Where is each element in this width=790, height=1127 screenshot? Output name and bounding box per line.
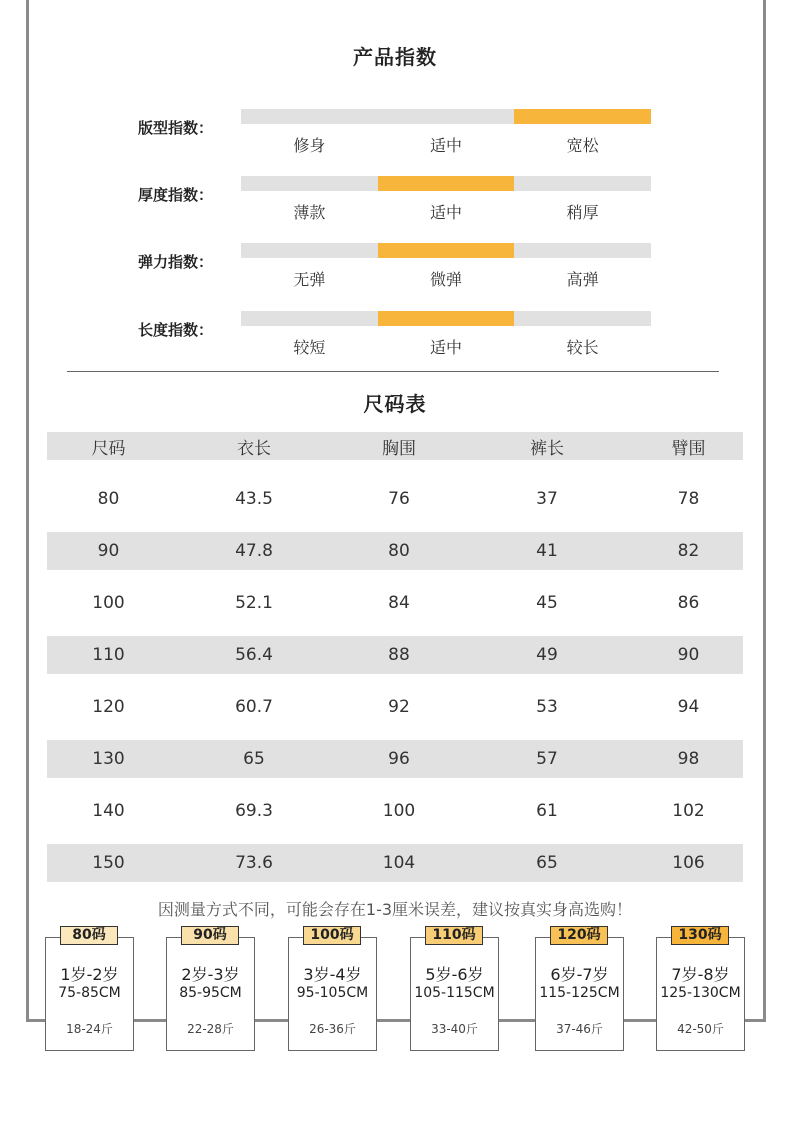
size-card (535, 937, 624, 1051)
index-option-label: 较短 (293, 338, 326, 357)
index-segment-selected (378, 243, 515, 258)
index-options (241, 200, 651, 223)
table-cell: 92 (388, 697, 410, 717)
section-divider (67, 371, 719, 372)
table-cell: 41 (536, 541, 558, 561)
index-options (241, 335, 651, 358)
table-row (47, 792, 743, 830)
product-index-title: 产品指数 (353, 45, 437, 69)
table-row (47, 740, 743, 778)
table-cell: 104 (382, 853, 416, 873)
table-row (47, 688, 743, 726)
size-card (166, 937, 255, 1051)
index-option-label: 薄款 (293, 203, 326, 222)
table-cell: 130 (92, 749, 125, 769)
table-cell: 76 (388, 489, 410, 509)
table-cell: 49 (536, 645, 558, 665)
table-row (47, 636, 743, 674)
index-option-label: 修身 (293, 136, 326, 155)
index-segment (514, 176, 651, 191)
index-row (0, 243, 790, 303)
table-row (47, 480, 743, 518)
table-cell: 53 (536, 697, 558, 717)
table-cell: 82 (677, 541, 700, 561)
index-bar (241, 311, 651, 326)
index-segment-selected (378, 311, 515, 326)
card-weight: 18-24斤 (66, 1022, 113, 1036)
index-option-label: 稍厚 (566, 203, 599, 222)
card-age: 7岁-8岁 (671, 965, 730, 984)
index-segment-selected (514, 109, 651, 124)
index-option-label: 宽松 (566, 136, 599, 155)
table-cell: 150 (92, 853, 125, 873)
index-bar (241, 243, 651, 258)
index-option-label: 较长 (566, 338, 599, 357)
table-cell: 90 (677, 645, 700, 665)
size-tag: 130码 (671, 926, 729, 945)
index-option-label: 高弹 (566, 270, 599, 289)
table-cell: 94 (677, 697, 700, 717)
table-row (47, 532, 743, 570)
table-cell: 37 (536, 489, 558, 509)
table-cell: 45 (536, 593, 558, 613)
table-cell: 78 (677, 489, 700, 509)
table-cell: 56.4 (235, 645, 273, 665)
card-weight: 37-46斤 (556, 1022, 603, 1036)
table-cell: 120 (92, 697, 125, 717)
table-cell: 69.3 (235, 801, 273, 821)
size-card (45, 937, 134, 1051)
index-label: 长度指数： (138, 321, 214, 339)
table-cell: 80 (97, 489, 120, 509)
table-cell: 96 (388, 749, 410, 769)
index-segment (378, 109, 515, 124)
index-options (241, 267, 651, 290)
card-age: 6岁-7岁 (550, 965, 609, 984)
index-row (0, 311, 790, 371)
table-header-row (47, 432, 743, 460)
card-age: 1岁-2岁 (60, 965, 119, 984)
table-cell: 86 (677, 593, 700, 613)
table-header-cell: 臂围 (671, 438, 706, 459)
table-cell: 110 (92, 645, 125, 665)
table-cell: 43.5 (235, 489, 273, 509)
index-segment (241, 243, 378, 258)
measurement-note: 因测量方式不同，可能会存在1-3厘米误差，建议按真实身高选购！ (157, 900, 633, 919)
size-tag: 80码 (60, 926, 118, 945)
table-cell: 102 (672, 801, 705, 821)
card-height: 95-105CM (296, 985, 369, 1001)
table-cell: 65 (536, 853, 558, 873)
card-height: 105-115CM (414, 985, 495, 1001)
index-label: 厚度指数： (138, 186, 214, 204)
index-option-label: 无弹 (293, 270, 326, 289)
table-cell: 80 (388, 541, 410, 561)
table-cell: 47.8 (235, 541, 273, 561)
index-segment (514, 311, 651, 326)
size-card (288, 937, 377, 1051)
card-height: 115-125CM (539, 985, 620, 1001)
card-age: 5岁-6岁 (425, 965, 484, 984)
index-bar (241, 176, 651, 191)
index-row (0, 109, 790, 169)
card-weight: 42-50斤 (677, 1022, 724, 1036)
index-option-label: 适中 (430, 338, 463, 357)
table-cell: 106 (672, 853, 705, 873)
table-header-cell: 胸围 (382, 438, 416, 459)
index-option-label: 适中 (430, 136, 463, 155)
index-segment (241, 311, 378, 326)
table-cell: 65 (243, 749, 265, 769)
index-segment-selected (378, 176, 515, 191)
table-cell: 73.6 (235, 853, 273, 873)
card-weight: 26-36斤 (309, 1022, 356, 1036)
size-tag: 100码 (303, 926, 361, 945)
card-height: 85-95CM (179, 985, 242, 1001)
table-cell: 57 (536, 749, 558, 769)
index-bar (241, 109, 651, 124)
index-segment (241, 109, 378, 124)
table-header-cell: 尺码 (91, 438, 126, 459)
size-card (410, 937, 499, 1051)
index-options (241, 133, 651, 156)
index-row (0, 176, 790, 236)
card-weight: 33-40斤 (431, 1022, 478, 1036)
table-header-cell: 裤长 (530, 438, 564, 459)
card-weight: 22-28斤 (187, 1022, 234, 1036)
index-option-label: 适中 (430, 203, 463, 222)
card-height: 75-85CM (58, 985, 121, 1001)
table-cell: 88 (388, 645, 410, 665)
size-chart-title: 尺码表 (363, 392, 427, 416)
card-height: 125-130CM (660, 985, 741, 1001)
table-cell: 52.1 (235, 593, 273, 613)
table-cell: 61 (536, 801, 558, 821)
index-segment (241, 176, 378, 191)
card-age: 3岁-4岁 (303, 965, 362, 984)
size-tag: 90码 (181, 926, 239, 945)
table-cell: 84 (388, 593, 410, 613)
table-header-cell: 衣长 (237, 438, 271, 459)
frame-bottom-border (26, 1019, 766, 1022)
size-card (656, 937, 745, 1051)
table-cell: 100 (92, 593, 125, 613)
index-label: 弹力指数： (138, 253, 214, 271)
table-row (47, 844, 743, 882)
index-segment (514, 243, 651, 258)
table-row (47, 584, 743, 622)
table-cell: 100 (382, 801, 416, 821)
index-option-label: 微弹 (430, 270, 463, 289)
size-tag: 110码 (425, 926, 483, 945)
index-label: 版型指数： (138, 119, 214, 137)
table-cell: 90 (97, 541, 120, 561)
size-tag: 120码 (550, 926, 608, 945)
table-cell: 140 (92, 801, 125, 821)
table-cell: 60.7 (235, 697, 273, 717)
table-cell: 98 (677, 749, 700, 769)
card-age: 2岁-3岁 (181, 965, 240, 984)
